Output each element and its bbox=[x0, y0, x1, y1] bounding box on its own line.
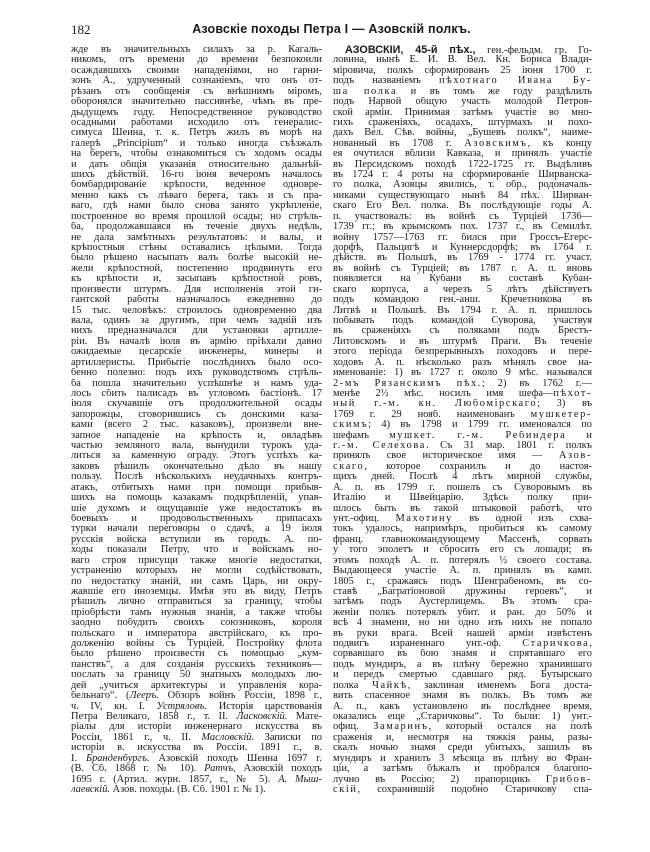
text-segment: Исторія царствованія bbox=[207, 701, 322, 712]
text-line bbox=[333, 139, 592, 149]
spaced-text: Грибов- bbox=[545, 774, 592, 785]
text-segment: ; 2) въ 1762 г.— bbox=[482, 378, 592, 389]
text-line: сорвавшаго въ бою знамя и спрятавшаго его bbox=[333, 649, 592, 660]
text-line: русскія войска вступили въ городъ. А. по- bbox=[71, 534, 322, 545]
text-line: міровича, полкъ сформированъ 25 іюня 1700 г. bbox=[333, 65, 592, 76]
text-line: ріи. Въ началѣ іюля въ армію пріѣхали давно bbox=[71, 336, 322, 347]
text-line: ской арміи. Принимая затѣмъ участіе во мно- bbox=[333, 107, 592, 118]
text-line: Италію и Швейцарію. Здѣсь полку при- bbox=[333, 493, 592, 504]
text-line: въ руки врага. Всей нашей арміи извѣстенъ bbox=[333, 628, 592, 639]
text-line bbox=[333, 775, 592, 785]
text-segment: , заклиная именемъ Бога доста- bbox=[407, 680, 592, 691]
entry-heading: АЗОВСКІЙ, 45-й пѣх., bbox=[345, 45, 476, 56]
text-segment: (В. Сб. 1868 г. № 10). bbox=[71, 764, 205, 775]
text-line: исторіи в. искусства въ Россіи. 1891 г., в. bbox=[71, 743, 322, 754]
text-segment: ген.-фельдм. гр. Го- bbox=[475, 45, 592, 56]
text-line: ходовъ А. п. нѣсколько разъ мѣнялъ свое на- bbox=[333, 357, 592, 368]
text-line: въ сраженіяхъ съ поляками подъ Брестъ- bbox=[333, 326, 592, 337]
spaced-text: Азов- bbox=[558, 451, 592, 462]
text-line: осаждавшихъ своими нападеніями, но гарни- bbox=[71, 65, 322, 76]
text-segment: Петра Великаго, 1858 г., т. II. bbox=[71, 712, 237, 722]
text-line: скалъ ночью знамя среди убитыхъ, зашилъ въ bbox=[333, 743, 592, 754]
text-line: запорожцы, сговорившись съ донскими каза- bbox=[71, 409, 322, 420]
text-line: лось сбить палисадъ въ угловомъ бастіонѣ. 17 bbox=[71, 388, 322, 399]
text-segment: менѣе 2½ мѣс. носилъ имя шефа— bbox=[333, 388, 554, 399]
text-line bbox=[333, 514, 592, 524]
text-line: Литвѣ и Польшѣ. Въ 1794 г. А. п. пришлось bbox=[333, 305, 592, 316]
text-line bbox=[333, 431, 592, 441]
text-line: скаго Его Вел. полка. Въ послѣдующіе годы А. bbox=[333, 201, 592, 212]
text-line bbox=[71, 733, 322, 743]
text-segment: , которое сохранилъ и до настоя- bbox=[364, 461, 592, 472]
text-line: построенное во время прошлой осады; но стрѣль- bbox=[71, 211, 322, 222]
text-line: бомбардированіе крѣпости, веденное одновре- bbox=[71, 180, 322, 191]
text-line: заодно побудить своихъ союзниковъ, короля bbox=[71, 618, 322, 629]
text-line: нихъ предназначался для установки артилле- bbox=[71, 326, 322, 337]
text-line: вить спасенное знамя въ полкъ. Въ томъ же bbox=[333, 691, 592, 702]
text-line: къ крѣпости и, засыпавъ крѣпостной ровъ, bbox=[71, 274, 322, 285]
text-line: шихъ на помощь казакамъ подкрѣпленій, упав- bbox=[71, 493, 322, 504]
text-line: ея очутился вблизи Кавказа, и принялъ участіе bbox=[333, 149, 592, 160]
text-line: сраженія и, несмотря на тяжкія раны, разы- bbox=[333, 732, 592, 743]
italic-text: Масловскій. bbox=[201, 732, 255, 743]
text-line bbox=[333, 441, 592, 451]
italic-text: лаевскій. bbox=[71, 784, 110, 795]
text-line: и дать общія указанія относительно дальнѣй- bbox=[71, 159, 322, 170]
text-line: дѣйств. въ Польшѣ, въ 1769 - 1774 гг. участ. bbox=[333, 253, 592, 264]
text-line bbox=[333, 76, 592, 86]
text-line: крѣпостныя стѣны оставались цѣлыми. Тогда bbox=[71, 243, 322, 254]
text-line bbox=[333, 785, 592, 795]
italic-text: Ратчъ, bbox=[204, 764, 236, 775]
text-line: оказались еще „Старичковы“. То были: 1) унт.- bbox=[333, 712, 592, 722]
text-line: пріобрѣсти тамъ нужныя знанія, а также чтобы bbox=[71, 607, 322, 618]
italic-text: Лееръ. bbox=[129, 691, 159, 702]
text-segment: . Съ 31 мар. 1801 г. полкъ bbox=[425, 441, 592, 452]
text-segment: подвигъ израненнаго унт.-оф. bbox=[333, 639, 523, 650]
text-line: никами существующаго нынѣ 84 пѣх. Ширван- bbox=[333, 190, 592, 201]
text-line bbox=[71, 691, 322, 701]
text-segment: I. bbox=[71, 753, 86, 764]
text-line bbox=[71, 754, 322, 764]
text-line: дорфѣ, Пальцигѣ и Куннерсдорфѣ; въ 1764 г. bbox=[333, 243, 592, 254]
italic-text: А. Мыш- bbox=[278, 774, 322, 785]
text-line: гантской работы назначалось ежедневно до bbox=[71, 295, 322, 306]
italic-text: Ласковскій. bbox=[236, 712, 288, 722]
spaced-text: скій bbox=[333, 784, 358, 795]
spaced-text: мушкет. г.-м. Ребиндера bbox=[389, 430, 567, 441]
text-line bbox=[333, 722, 592, 732]
spaced-text: ша полка bbox=[333, 86, 398, 97]
text-line: осадными работами исходило отъ генералис- bbox=[71, 117, 322, 128]
text-line: подъ командою ген.-анш. Кречетникова въ bbox=[333, 295, 592, 306]
text-segment: Записки по bbox=[254, 732, 322, 743]
text-line: ба, продолжавшаяся въ теченіе двухъ недѣль, bbox=[71, 222, 322, 233]
text-line: жавшіе его иноземцы. Имѣя это въ виду, Петръ bbox=[71, 586, 322, 597]
text-line bbox=[333, 462, 592, 472]
text-line bbox=[71, 785, 322, 795]
text-segment: ; 4) въ 1798 и 1799 гг. именовался по bbox=[368, 420, 592, 431]
text-segment: унт.-офиц. bbox=[333, 513, 396, 524]
text-segment: ; 3) въ bbox=[537, 399, 592, 410]
text-line: ожидаемые цесарскіе инженеры, минеры и bbox=[71, 347, 322, 358]
text-line: подъ Нарвой общую участь молодой Петров- bbox=[333, 97, 592, 108]
text-segment: Россіи, 1861 г., ч. II. bbox=[71, 732, 202, 743]
text-line: затѣмъ подъ Аустерлицемъ. Въ этомъ сра- bbox=[333, 597, 592, 608]
text-line: женіи полкъ потерялъ убит. и ран. до 50% и bbox=[333, 607, 592, 618]
text-line: боевыхъ и продовольственныхъ припасахъ bbox=[71, 513, 322, 524]
text-line: шлось быть въ такой штыковой работѣ, что bbox=[333, 503, 592, 514]
text-line bbox=[71, 775, 322, 785]
text-line: дахъ Вел. Сѣв. войны, „Бушевъ полкъ“, наиме- bbox=[333, 128, 592, 139]
text-line: 1805 г., сражаясь подъ Шенграбеномъ, въ со- bbox=[333, 576, 592, 587]
text-line: рѣзанъ отъ сообщенія съ внѣшнимъ міромъ, bbox=[71, 86, 322, 97]
text-line: ціи, а затѣмъ бѣжалъ и пробрался благопо- bbox=[333, 764, 592, 775]
text-segment: , сохранившій подобно Старичкову спа- bbox=[357, 784, 592, 795]
spaced-text: мушкетер- bbox=[530, 409, 592, 420]
text-line: ваго, гдѣ нами было снова занято укрѣпленіе, bbox=[71, 201, 322, 212]
text-line: зонъ А., удрученный сознаніемъ, что онъ от- bbox=[71, 76, 322, 87]
text-line: послать за границу 50 знатныхъ молодыхъ лю- bbox=[71, 670, 322, 681]
page-header bbox=[71, 22, 592, 38]
text-segment: и въ томъ же году раздѣлилъ bbox=[397, 86, 592, 97]
text-line bbox=[333, 420, 592, 430]
text-line: галерѣ „Principium“ и только иногда съѣзжалъ bbox=[71, 138, 322, 149]
spaced-text: Старичкова bbox=[522, 639, 590, 650]
text-line: пользу. Послѣ нѣсколькихъ неудачныхъ контръ- bbox=[71, 472, 322, 483]
text-line: этого періода безпрерывныхъ походовъ и пере- bbox=[333, 347, 592, 358]
text-line: п. участвовалъ: въ войнѣ съ Турціей 1736— bbox=[333, 211, 592, 222]
text-line: ками (всего 2 тыс. казаковъ), произвели вне- bbox=[71, 420, 322, 431]
spaced-text: пѣхот- bbox=[553, 388, 592, 399]
text-segment: 1769 г. 29 нояб. наименованъ bbox=[333, 409, 531, 420]
text-line bbox=[333, 639, 592, 649]
running-title: Азовскіе походы Петра I — Азовскій полкъ. bbox=[192, 22, 471, 36]
text-line bbox=[71, 764, 322, 774]
text-segment: , bbox=[589, 639, 592, 650]
text-line: жде въ значительныхъ силахъ за р. Кагаль- bbox=[71, 45, 322, 55]
text-line: частью земляного вала, вынудили турокъ уда- bbox=[71, 441, 322, 452]
text-line: го полка, Азовцы явились, т. обр., родоначаль- bbox=[333, 180, 592, 191]
text-line: оборонялся значительно пассивнѣе, чѣмъ въ пре- bbox=[71, 97, 322, 108]
text-line: менно какъ съ лѣваго берега, такъ и съ пра- bbox=[71, 190, 322, 201]
text-line: долженію войны съ Турціей. Постройку флота bbox=[71, 639, 322, 650]
text-segment: Обзоръ войнъ Россіи, 1898 г., bbox=[158, 691, 322, 702]
text-line: въ войнѣ съ Турціей; въ 1787 г. А. п. вновь bbox=[333, 263, 592, 274]
text-line: устраненію которыхъ не могли содѣйствовать, bbox=[71, 566, 322, 577]
text-line: артиллеристы. Прибытіе послѣднихъ было осо- bbox=[71, 357, 322, 368]
text-line: ріалы для исторіи инженернаго искусства въ bbox=[71, 722, 322, 733]
text-segment: ч. IV, кн. I. bbox=[71, 701, 157, 712]
text-line: у того эполетъ и сбросить его съ лошади; въ bbox=[333, 545, 592, 556]
text-line: ставѣ „Багратіоновой дружины героевъ“, и bbox=[333, 586, 592, 597]
text-line: всѣ 4 знамени, но ни одно изъ нихъ не попало bbox=[333, 618, 592, 629]
text-line: Выдающееся участіе А. п. принялъ въ камп. bbox=[333, 566, 592, 577]
text-line bbox=[333, 399, 592, 409]
text-line: атакъ, отбитыхъ нами при помощи прибыв- bbox=[71, 482, 322, 493]
text-line: А. п. въ 1799 г. пошелъ съ Суворовымъ въ bbox=[333, 482, 592, 493]
text-segment: полка bbox=[333, 680, 373, 691]
text-segment: и bbox=[566, 430, 592, 441]
text-line: произвести штурмъ. Для исполненія этой ги- bbox=[71, 284, 322, 295]
text-line bbox=[333, 379, 592, 389]
spaced-text: скимъ bbox=[333, 420, 369, 431]
text-line: щихъ дней. Послѣ 4 лѣтъ мирной службы, bbox=[333, 472, 592, 483]
text-line bbox=[333, 410, 592, 420]
text-line bbox=[333, 681, 592, 691]
text-line: заковъ рѣшилъ окончательно дѣло въ нашу bbox=[71, 461, 322, 472]
text-line: бенно полезно: подъ ихъ руководствомъ стрѣль- bbox=[71, 368, 322, 379]
text-segment: шефамъ bbox=[333, 430, 390, 441]
text-line: и передъ смертью сдавшаго ряд. Бутырскаго bbox=[333, 670, 592, 681]
text-line: жели крѣпостной, постепенно продвинуть его bbox=[71, 263, 322, 274]
text-segment: бельнаго“. ( bbox=[71, 691, 130, 702]
text-line bbox=[333, 451, 592, 461]
text-line: рѣшилъ лично отправиться за границу, чтобы bbox=[71, 597, 322, 608]
text-line: въ Персидскомъ походѣ 1722-1725 гг. Выдѣливъ bbox=[333, 159, 592, 170]
text-segment: Мате- bbox=[287, 712, 322, 722]
text-line: симуса Шеина, т. к. Петръ жилъ въ морѣ на bbox=[71, 128, 322, 139]
text-line: войну 1757—1763 гг. бился при Гроссъ-Егерс- bbox=[333, 232, 592, 243]
text-line bbox=[333, 87, 592, 97]
text-line: 1739 гг.; въ крымскомъ пох. 1737 г., въ Семилѣт. bbox=[333, 222, 592, 233]
text-line bbox=[333, 389, 592, 399]
spaced-text: скаго bbox=[333, 461, 365, 472]
text-segment: подъ названіемъ bbox=[333, 76, 439, 87]
text-segment: 1695 г. (Артил. журн. 1857, г., № 5). bbox=[71, 774, 279, 785]
text-segment: Азовскій походъ bbox=[235, 764, 322, 775]
italic-text: Устряловъ. bbox=[156, 701, 208, 712]
text-line: запное нападеніе на крѣпость и, овладѣвъ bbox=[71, 430, 322, 441]
text-line: на берегъ, чтобы ознакомиться съ ходомъ осады bbox=[71, 149, 322, 160]
text-line: А. п., какъ установлено въ послѣднее время, bbox=[333, 701, 592, 712]
page-number: 182 bbox=[71, 22, 91, 37]
right-text-column bbox=[333, 45, 592, 795]
text-segment: нованный въ 1708 г. bbox=[333, 138, 465, 149]
text-line: гихъ сраженіяхъ, осадахъ, штурмахъ и похо- bbox=[333, 117, 592, 128]
text-segment: офиц. bbox=[333, 722, 374, 733]
text-segment: Азов. походы. (В. Сб. 1901 г. № 1). bbox=[110, 784, 266, 795]
spaced-text: 2-мъ Рязанскимъ пѣх. bbox=[333, 378, 482, 389]
text-line: вала, одинъ за другимъ, при чемъ задній изъ bbox=[71, 315, 322, 326]
spaced-text: Замаринъ bbox=[373, 722, 429, 733]
spaced-text: Азовскимъ bbox=[464, 138, 528, 149]
text-line: шіе духомъ и ощущавшіе уже недостатокъ въ bbox=[71, 503, 322, 514]
text-line: ходы показали Петру, что и войскамъ но- bbox=[71, 545, 322, 556]
text-line: появляется на Кубани въ составѣ Кубан- bbox=[333, 274, 592, 285]
text-segment: въ одной изъ схва- bbox=[452, 513, 592, 524]
text-line: панствъ“, а для созданія русскихъ техниковъ— bbox=[71, 659, 322, 670]
text-segment: лучно въ Россію; 2) прапорщикъ bbox=[333, 774, 546, 785]
spaced-text: Махотину bbox=[395, 513, 453, 524]
spaced-text: г.-м. Селехова bbox=[333, 441, 426, 452]
spaced-text: ный г.-м. кн. Любомірскаго bbox=[333, 399, 538, 410]
text-line: шихъ дѣйствій. 16-го іюня вечеромъ началось bbox=[71, 170, 322, 181]
left-text-column bbox=[71, 45, 322, 795]
spaced-text: пѣхотнаго Ивана Бу- bbox=[438, 76, 592, 87]
text-line bbox=[71, 712, 322, 722]
text-line: польскаго и императора австрійскаго, къ про- bbox=[71, 628, 322, 639]
text-line: скаго корпуса, а черезъ 5 лѣтъ дѣйствуетъ bbox=[333, 284, 592, 295]
text-line: дей „учиться архитектуры и управленія кора- bbox=[71, 680, 322, 691]
text-segment: , который остался на полѣ bbox=[428, 722, 592, 733]
text-line: ваго строя присущи также многіе недостатки, bbox=[71, 555, 322, 566]
text-line: мундиръ и хранилъ 3 мѣсяца въ плѣну во Фран- bbox=[333, 753, 592, 764]
text-line: литься за каменную ограду. Этотъ успѣхъ ка- bbox=[71, 451, 322, 462]
text-line: ба пошла значительно успѣшнѣе и намъ уда- bbox=[71, 378, 322, 389]
text-line: 15 тыс. человѣкъ: строилось одновременно два bbox=[71, 305, 322, 316]
text-line: побывать подъ командой Суворова, участвуя bbox=[333, 315, 592, 326]
text-line: этомъ походѣ А. п. потерялъ ½ своего состава. bbox=[333, 555, 592, 566]
text-line: по недостатку знаній, ни самъ Царь, ни окру- bbox=[71, 576, 322, 587]
text-line: въ 1724 г. 4 роты на сформированіе Ширванска- bbox=[333, 170, 592, 181]
italic-text: Бранденбургъ. bbox=[85, 753, 150, 764]
text-line: ловина, нынѣ Е. И. В. Вел. Кн. Бориса Влади- bbox=[333, 55, 592, 66]
text-segment: , къ концу bbox=[527, 138, 592, 149]
text-line: никомъ, отъ времени до времени безпокоили bbox=[71, 55, 322, 66]
text-segment: Азовскій походъ Шеина 1697 г. bbox=[149, 753, 322, 764]
text-line: подъ мундиръ, а въ плѣну бережно хранившаго bbox=[333, 659, 592, 670]
text-line: не дала замѣтныхъ результатовъ: и валы, и bbox=[71, 232, 322, 243]
text-line: Литовскомъ и въ штурмѣ Праги. Въ теченіе bbox=[333, 336, 592, 347]
text-line bbox=[333, 45, 592, 55]
text-line: токъ удалось, напримѣръ, пробиться къ самому bbox=[333, 524, 592, 535]
text-line: дыдущемъ году. Непосредственное руководство bbox=[71, 107, 322, 118]
text-line: франц. главнокомандующему Массенѣ, сорвать bbox=[333, 534, 592, 545]
text-segment: принялъ свое историческое имя — bbox=[333, 451, 559, 462]
text-line: было рѣшено насыпать валъ болѣе высокій не- bbox=[71, 253, 322, 264]
spaced-text: Чайкѣ bbox=[372, 680, 408, 691]
text-line: было рѣшено произвести съ помощью „кум- bbox=[71, 649, 322, 660]
text-line bbox=[71, 702, 322, 712]
text-line: турки начали переговоры о сдачѣ, а 19 іюля bbox=[71, 524, 322, 535]
text-line: именованіе: 1) въ 1727 г. около 9 мѣс. назывался bbox=[333, 368, 592, 379]
text-line: іюля скучавшіе отъ продолжительной осады bbox=[71, 399, 322, 410]
